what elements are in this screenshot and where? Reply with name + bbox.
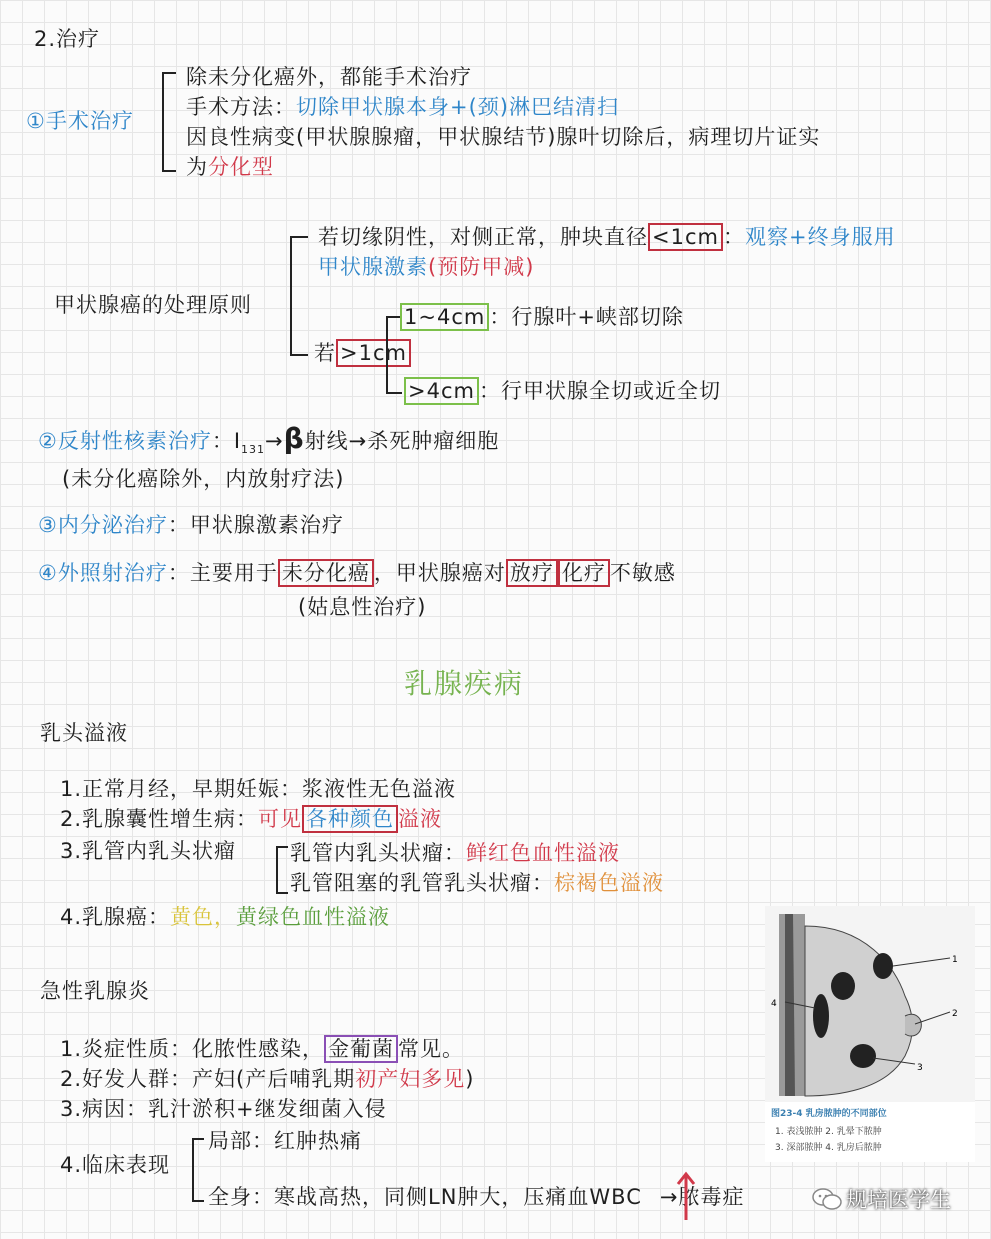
mastitis-item2-prefix: 2.好发人群：产妇(产后哺乳期 [60, 1067, 356, 1091]
systemic-text-b: →脓毒症 [659, 1185, 745, 1209]
bloody-discharge: 鲜红色血性溢液 [466, 841, 620, 865]
fig-label-2: 2 [952, 1009, 958, 1019]
radio-isotope-sub: 131 [241, 443, 266, 457]
nipple-sub2-prefix: 乳管阻塞的乳管乳头状瘤： [290, 871, 554, 895]
surgery-line2 [186, 94, 619, 120]
endocrine-label: ③内分泌治疗 [38, 513, 168, 537]
size-gt-1cm-box: >1cm [336, 339, 411, 367]
chemotherapy-box: 化疗 [558, 559, 610, 587]
prevent-hypothyroid: (预防甲减) [428, 255, 535, 279]
colon: ： [722, 225, 745, 249]
radiotherapy-box: 放疗 [506, 559, 558, 587]
watermark-text: 规培医学生 [846, 1188, 951, 1212]
surgery-line4 [186, 154, 274, 180]
nipple-sub1-prefix: 乳管内乳头状瘤： [290, 841, 466, 865]
radio-text-c: 射线→杀死肿瘤细胞 [304, 429, 500, 453]
undifferentiated-box: 未分化癌 [278, 559, 374, 587]
wechat-icon [812, 1187, 842, 1211]
nipple-item4-prefix: 4.乳腺癌： [60, 905, 171, 929]
breast-diagram [765, 906, 975, 1102]
external-label: ④外照射治疗 [38, 561, 168, 585]
total-thyroidectomy-text: ：行甲状腺全切或近全切 [478, 379, 721, 403]
beta-symbol: β [283, 422, 305, 455]
mastitis-item4-label: 4.临床表现 [60, 1153, 171, 1177]
principle-label: 甲状腺癌的处理原则 [54, 293, 252, 317]
thyroid-hormone: 甲状腺激素 [318, 255, 428, 279]
nipple-item2-b: 溢液 [398, 807, 443, 831]
fig-label-3: 3 [917, 1063, 923, 1073]
thyroid-hormone-line [318, 254, 534, 280]
external-line [38, 560, 676, 586]
radio-line [38, 422, 500, 463]
endocrine-text: ：甲状腺激素治疗 [167, 513, 344, 537]
external-text-a: ：主要用于 [167, 561, 278, 585]
yellow-green-discharge: 黄绿色血性溢液 [236, 905, 391, 929]
staph-aureus-box: 金葡菌 [324, 1035, 398, 1063]
differentiated-type: 分化型 [208, 155, 274, 179]
nipple-item4 [60, 904, 390, 930]
increase-arrow-icon [676, 1170, 696, 1222]
mastitis-brace [192, 1138, 204, 1202]
brown-discharge: 棕褐色溢液 [554, 871, 664, 895]
fig-label-4: 4 [771, 999, 777, 1009]
negative-margin-line [318, 224, 896, 250]
surgery-method-prefix: 手术方法： [186, 95, 296, 119]
radio-label: ②反射性核素治疗 [38, 429, 212, 453]
surgery-line3: 因良性病变(甲状腺腺瘤，甲状腺结节)腺叶切除后，病理切片证实 [186, 125, 821, 149]
nipple-item2-prefix: 2.乳腺囊性增生病： [60, 807, 259, 831]
external-text-b: ，甲状腺癌对 [373, 561, 506, 585]
negative-margin-text: 若切缘阴性，对侧正常，肿块直径 [318, 225, 648, 249]
mastitis-item1-suffix: 常见。 [398, 1037, 465, 1061]
yellow-discharge: 黄色， [170, 905, 237, 929]
observe-therapy: 观察+终身服用 [744, 225, 896, 249]
radio-note: (未分化癌除外，内放射疗法) [62, 467, 345, 491]
lobectomy-text: ：行腺叶+峡部切除 [489, 305, 684, 329]
mastitis-heading: 急性乳腺炎 [40, 979, 150, 1003]
various-colors-box: 各种颜色 [302, 805, 398, 833]
mastitis-item3: 3.病因：乳汁淤积+继发细菌入侵 [60, 1097, 387, 1121]
principle-brace [290, 236, 308, 356]
primipara: 初产妇多见 [355, 1067, 466, 1091]
mastitis-item1 [60, 1036, 464, 1062]
mastitis-item2 [60, 1066, 474, 1092]
local-symptoms: 局部：红肿热痛 [208, 1129, 362, 1153]
option-1-4cm [400, 304, 684, 330]
surgery-method-highlight: 切除甲状腺本身+(颈)淋巴结清扫 [296, 95, 619, 119]
systemic-symptoms [208, 1184, 744, 1210]
size-1-4cm-box: 1~4cm [400, 303, 489, 331]
mastitis-item1-prefix: 1.炎症性质：化脓性感染， [60, 1037, 325, 1061]
radio-text-a: ：I [211, 429, 242, 453]
gt-prefix: 若 [314, 341, 336, 365]
figure-caption-1: 1. 表浅脓肿 2. 乳晕下脓肿 [775, 1127, 882, 1137]
nipple-sub2 [290, 870, 664, 896]
nipple-item1: 1.正常月经，早期妊娠：浆液性无色溢液 [60, 777, 457, 801]
fig-label-1: 1 [952, 955, 958, 965]
nipple-brace [276, 846, 288, 894]
breast-title: 乳腺疾病 [404, 667, 525, 700]
external-note: (姑息性治疗) [298, 595, 427, 619]
surgery-line1: 除未分化癌外，都能手术治疗 [186, 65, 472, 89]
mastitis-item2-suffix: ) [465, 1067, 475, 1091]
nipple-item3-label: 3.乳管内乳头状瘤 [60, 839, 237, 863]
surgery-brace [162, 72, 176, 172]
watermark [812, 1182, 980, 1216]
systemic-text-a: 全身：寒战高热，同侧LN肿大，压痛血WBC [208, 1185, 642, 1209]
surgery-label: ①手术治疗 [26, 109, 134, 133]
nipple-sub1 [290, 840, 620, 866]
radio-arrow: → [265, 429, 284, 453]
endocrine-line [38, 512, 344, 538]
section-heading: 2.治疗 [34, 27, 101, 51]
external-text-c: 不敏感 [609, 561, 676, 585]
option-gt-4cm [404, 378, 721, 404]
size-lt-1cm-box: <1cm [648, 223, 723, 251]
nipple-item2 [60, 806, 442, 832]
size-gt-4cm-box: >4cm [404, 377, 479, 405]
nipple-item2-a: 可见 [258, 807, 303, 831]
figure-caption-2: 3. 深部脓肿 4. 乳房后脓肿 [775, 1143, 882, 1153]
breast-abscess-figure [765, 906, 975, 1162]
nipple-heading: 乳头溢液 [40, 721, 128, 745]
surgery-line4-prefix: 为 [186, 155, 208, 179]
figure-caption-title: 图23-4 乳房脓肿的不同部位 [771, 1109, 887, 1119]
